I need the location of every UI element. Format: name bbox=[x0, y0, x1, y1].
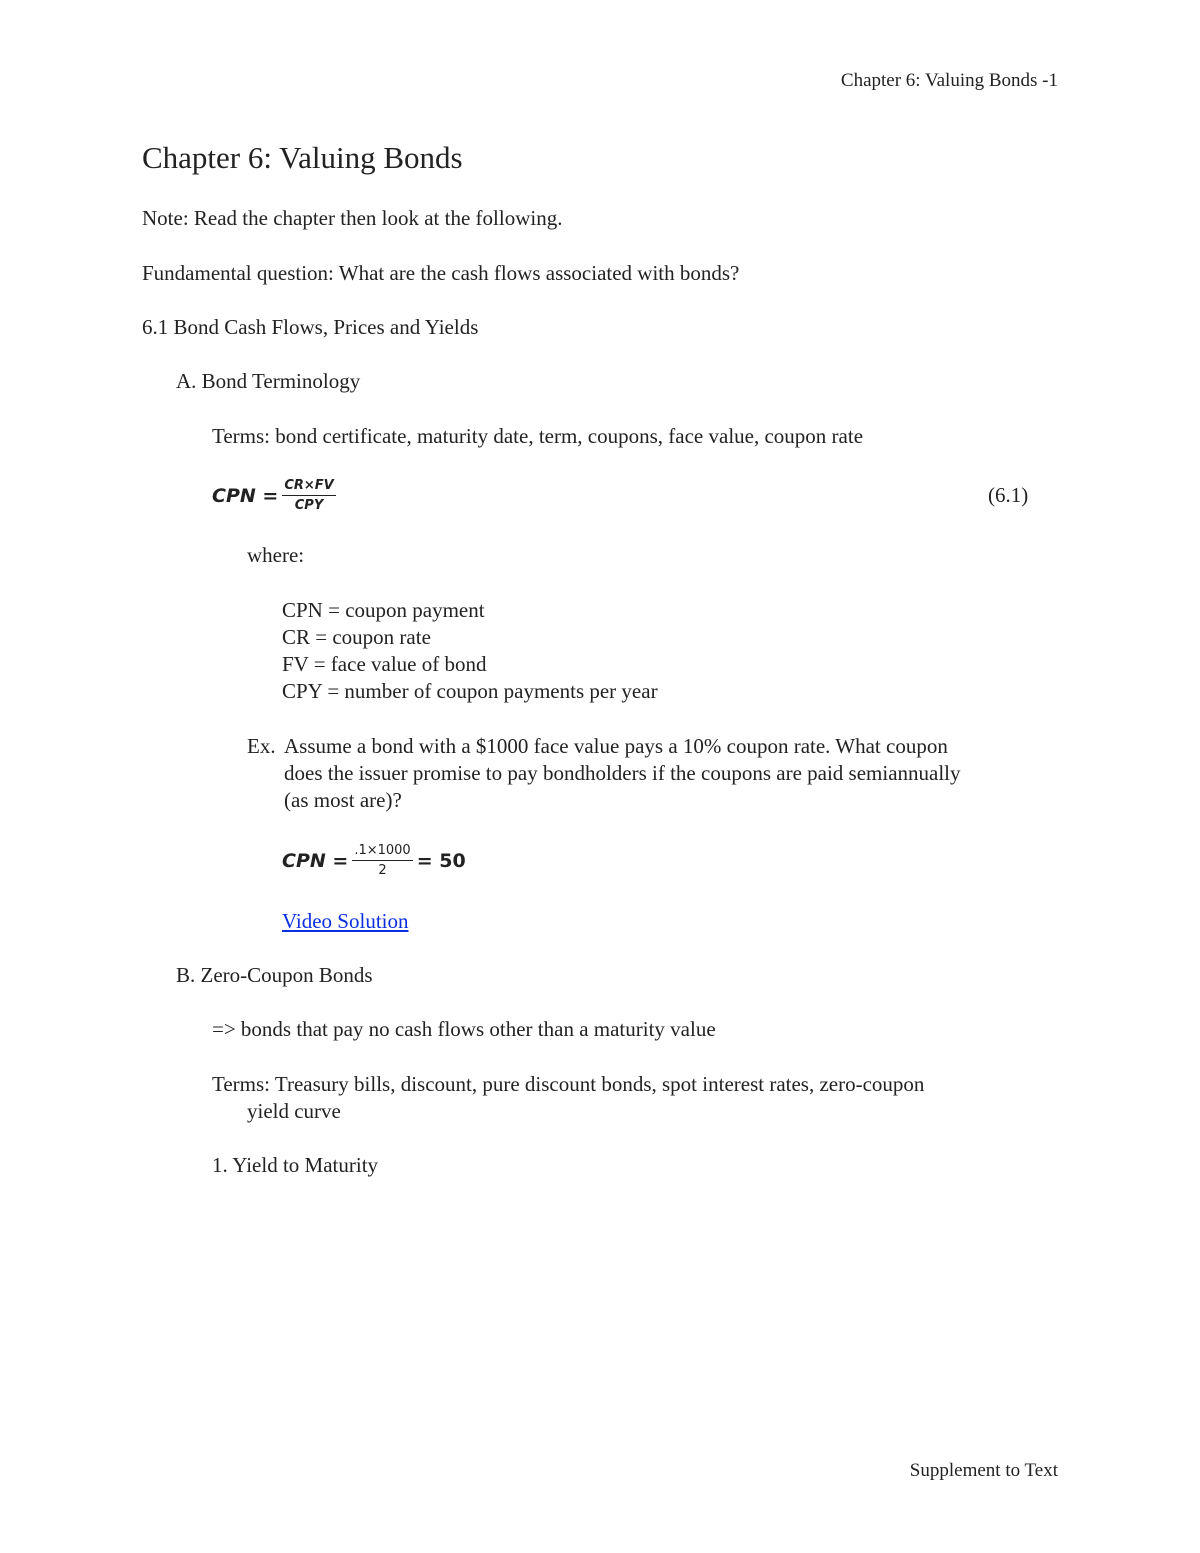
definition-item: CR = coupon rate bbox=[282, 625, 431, 649]
definitions-list bbox=[282, 597, 658, 705]
formula-denominator: CPY bbox=[294, 498, 324, 513]
terms-b-continued: yield curve bbox=[247, 1099, 341, 1123]
formula-numerator: CR×FV bbox=[282, 478, 335, 496]
example-formula-numerator: .1×1000 bbox=[352, 843, 412, 861]
example-line: Assume a bond with a $1000 face value pays a 10% coupon rate. What coupon bbox=[284, 734, 948, 758]
note-text: Note: Read the chapter then look at the following. bbox=[142, 206, 563, 230]
fundamental-question: Fundamental question: What are the cash flows associated with bonds? bbox=[142, 261, 740, 285]
page-footer: Supplement to Text bbox=[909, 1460, 1058, 1481]
video-solution-link[interactable]: Video Solution bbox=[282, 909, 409, 933]
example-formula-result: = 50 bbox=[416, 850, 466, 872]
section-heading-6-1: 6.1 Bond Cash Flows, Prices and Yields bbox=[142, 315, 479, 339]
terms-a: Terms: bond certificate, maturity date, term, coupons, face value, coupon rate bbox=[212, 424, 864, 448]
subsection-heading-b: B. Zero-Coupon Bonds bbox=[176, 963, 373, 987]
example-text bbox=[284, 733, 961, 814]
example-formula-lhs: CPN = bbox=[282, 850, 349, 872]
example-line: does the issuer promise to pay bondholders if the coupons are paid semiannually bbox=[284, 761, 961, 785]
definition-item: FV = face value of bond bbox=[282, 652, 487, 676]
formula-fraction bbox=[282, 478, 335, 514]
definition-item: CPN = coupon payment bbox=[282, 598, 485, 622]
zero-coupon-definition: => bonds that pay no cash flows other than a maturity value bbox=[212, 1017, 716, 1041]
equation-number: (6.1) bbox=[988, 483, 1029, 507]
example-formula-fraction bbox=[352, 843, 412, 879]
formula-6-1 bbox=[212, 474, 340, 518]
page-header: Chapter 6: Valuing Bonds -1 bbox=[840, 70, 1058, 91]
example-line: (as most are)? bbox=[284, 788, 402, 812]
formula-lhs: CPN = bbox=[212, 485, 279, 507]
example-prefix: Ex. bbox=[247, 734, 276, 758]
definition-item: CPY = number of coupon payments per year bbox=[282, 679, 658, 703]
list-item-yield-to-maturity: 1. Yield to Maturity bbox=[212, 1153, 379, 1177]
where-label: where: bbox=[247, 543, 305, 567]
example-formula-denominator: 2 bbox=[378, 863, 387, 878]
subsection-heading-a: A. Bond Terminology bbox=[176, 369, 361, 393]
example-formula bbox=[282, 838, 466, 884]
terms-b: Terms: Treasury bills, discount, pure discount bonds, spot interest rates, zero-coupon bbox=[212, 1072, 925, 1096]
chapter-title: Chapter 6: Valuing Bonds bbox=[142, 140, 463, 175]
